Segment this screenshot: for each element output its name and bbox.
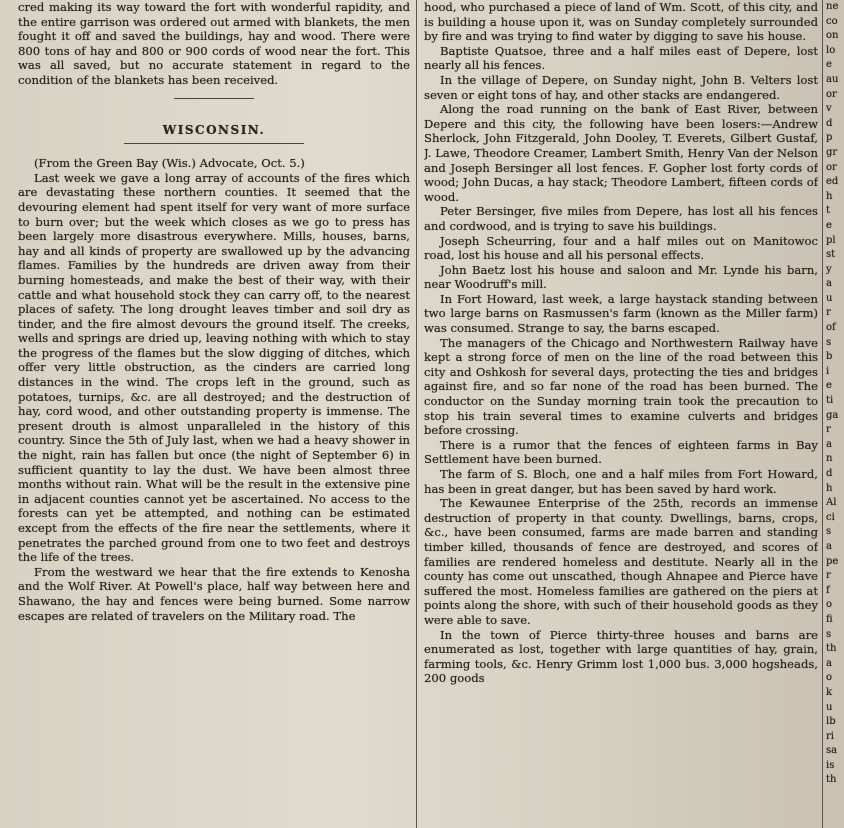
right-column-text: h (826, 482, 833, 494)
article-paragraph: From the westward we hear that the fire extends to Kenosha and the Wolf River. At Powell's place, half way between here and Shawano, the hay and fences were being burned. Some narrow escapes are related of travelers on the Military road. The (18, 564, 410, 623)
middle-column (424, 0, 818, 828)
article-paragraph: In Fort Howard, last week, a large haystack standing between two large barns on Rasmussen's farm (known as the Miller farm) was consumed. Strange to say, the barns escaped. (424, 291, 818, 336)
right-column-text: b (826, 351, 833, 363)
right-column-text: s (826, 628, 832, 640)
right-column-text: ga (826, 409, 839, 421)
heading-rule-top (174, 98, 254, 99)
right-column-text: au (826, 73, 839, 85)
right-column-text: i (826, 365, 830, 377)
right-column-text: Al (826, 497, 837, 509)
article-paragraph: The managers of the Chicago and Northwestern Railway have kept a strong force of men on the line of the road between this city and Oshkosh for several days, protecting the ties and bridges against fire, and so far none of the road has been burned. The conductor on the Sunday morning train took the precaution to stop his train several times to examine culverts and bridges before crossing. (424, 335, 818, 438)
article-paragraph: Last week we gave a long array of accounts of the fires which are devastating these northern counties. It seemed that the devouring element had spent itself for very want of more surface to burn over; but the week which closes as we go to press has been largely more disastrous everywhere. Mills, houses, barns, hay and all kinds of property are swallowed up by the advancing flames. Families by the hundreds are driven away from their burning homesteads, and make the best of their way, with their cattle and what household stock they can carry off, to the nearest places of safety. The long drought leaves timber and soil dry as tinder, and the fire almost devours the ground itself. The creeks, wells and springs are dried up, leaving nothing with which to stay the progress of the flames but the slow digging of ditches, which offer very little obstruction, as the cinders are carried long distances in the wind. The crops left in the ground, such as potatoes, turnips, &c. are all destroyed; and the destruction of hay, cord wood, and other outstanding property is immense. The present drouth is almost unparalleled in the history of this country. Since the 5th of July last, when we had a heavy shower in the night, rain has fallen but once (the night of September 6) in sufficient quantity to lay the dust. We have been almost three months without rain. What will be the result in the extensive pine in adjacent counties cannot yet be ascertained. No access to the forests can yet be attempted, and nothing can be estimated except from the effects of the fire near the settlements, where it penetrates the parched ground from one to two feet and destroys the life of the trees. (18, 170, 410, 565)
article-paragraph: hood, who purchased a piece of land of Wm. Scott, of this city, and is building a house upon it, was on Sunday completely surrounded by fire and was trying to find water by digging to save his house. (424, 0, 818, 44)
section-heading: WISCONSIN. (162, 122, 266, 137)
article-paragraph: Along the road running on the bank of East River, between Depere and this city, the following have been losers:—Andrew Sherlock, John Fitzgerald, John Dooley, T. Everets, Gilbert Gustaf, J. Lawe, Theodore Creamer, Lambert Smith, Henry Van der Nelson and Joseph Bersinger all lost fences. F. Gopher lost forty cords of wood; John Ducas, a hay stack; Theodore Lambert, fifteen cords of wood. (424, 102, 818, 204)
source-credit: (From the Green Bay (Wis.) Advocate, Oct. 5.) (34, 156, 305, 171)
right-column-text: a (826, 438, 832, 450)
right-column-text: a (826, 278, 832, 290)
article-paragraph: In the village of Depere, on Sunday night, John B. Velters lost seven or eight tons of hay, and other stacks are endangered. (424, 72, 818, 102)
right-column-text: is (826, 759, 835, 771)
right-column-text: o (826, 599, 833, 611)
right-column-text: r (826, 424, 831, 436)
right-column-text: a (826, 540, 832, 552)
right-column-text: s (826, 526, 832, 538)
article-paragraph: The Kewaunee Enterprise of the 25th, records an immense destruction of property in that county. Dwellings, barns, crops, &c., have been consumed, farms are made barren and standing timber killed, thousands of fence are destroyed, and scores of families are rendered homeless and destitute. Nearly all in the county has come out unscathed, though Ahnapee and Pierce have suffered the most. Homeless families are gathered on the piers at points along the shore, with such of their household goods as they were able to save. (424, 496, 818, 627)
right-column-text: d (826, 468, 833, 479)
right-column-text: ti (826, 395, 834, 407)
column-rule (416, 0, 417, 828)
article-paragraph: Joseph Scheurring, four and a half miles out on Manitowoc road, lost his house and all his personal effects. (424, 233, 818, 263)
right-column-text: e (826, 380, 832, 392)
left-column (18, 0, 410, 828)
right-column-text: t (826, 205, 831, 217)
right-column-text: lo (826, 44, 836, 56)
right-column-text: v (826, 103, 832, 115)
right-column-text: ri (826, 730, 834, 742)
right-column-text: r (826, 570, 831, 582)
continued-paragraph: cred making its way toward the fort with wonderful rapidity, and the entire garrison was ordered out armed with blankets, the men fought it off and saved the buildings, hay and wood. There were 800 tons of hay and 800 or 900 cords of wood near the fort. This was all saved, but no accurate statement in regard to the condition of the blankets has been received. (18, 0, 410, 87)
article-paragraph: Baptiste Quatsoe, three and a half miles east of Depere, lost nearly all his fences. (424, 43, 818, 73)
right-column-text: of (826, 322, 836, 334)
column-rule (822, 0, 823, 828)
right-column-text: h (826, 190, 833, 202)
right-column-text: st (826, 249, 836, 261)
right-column-text: n (826, 453, 833, 465)
right-column-text: d (826, 117, 833, 129)
right-column-text: th (826, 643, 837, 655)
right-column-fragment (826, 0, 844, 828)
right-column-text: f (826, 584, 830, 596)
right-column-text: a (826, 657, 832, 669)
right-column-text: fi (826, 613, 833, 625)
right-column-text: ed (826, 176, 839, 188)
right-column-text: sa (826, 745, 838, 757)
right-column-text: s (826, 336, 832, 348)
right-column-text: ci (826, 511, 835, 523)
right-column-text: pl (826, 234, 836, 246)
right-column-text: or (826, 161, 837, 173)
right-column-text: u (826, 292, 833, 304)
article-paragraph: Peter Bersinger, five miles from Depere, has lost all his fences and cordwood, and is trying to save his buildings. (424, 204, 818, 233)
right-column-text: y (826, 263, 832, 275)
right-column-text: o (826, 672, 833, 684)
right-column-text: on (826, 30, 839, 42)
right-column-text: gr (826, 146, 838, 158)
article-paragraph: The farm of S. Bloch, one and a half miles from Fort Howard, has been in great danger, but has been saved by hard work. (424, 467, 818, 496)
right-column-text: th (826, 774, 837, 786)
heading-rule-bottom (124, 143, 304, 144)
right-column-text: lb (826, 716, 836, 728)
right-column-text: or (826, 88, 837, 100)
right-column-text: pe (826, 555, 839, 567)
right-column-text: r (826, 307, 831, 319)
article-paragraph: In the town of Pierce thirty-three houses and barns are enumerated as lost, together with large quantities of hay, grain, farming tools, &c. Henry Grimm lost 1,000 bus. 3,000 hogsheads, 200 goods (424, 627, 818, 686)
article-paragraph: John Baetz lost his house and saloon and Mr. Lynde his barn, near Woodruff's mill. (424, 262, 818, 292)
right-column-text: k (826, 686, 833, 698)
right-column-text: u (826, 701, 833, 713)
right-column-text: ne (826, 1, 839, 12)
right-column-text: e (826, 59, 832, 71)
right-column-text: p (826, 132, 833, 144)
right-column-text: co (826, 15, 838, 27)
right-column-text: e (826, 219, 832, 231)
article-paragraph: There is a rumor that the fences of eighteen farms in Bay Settlement have been burned. (424, 437, 818, 467)
